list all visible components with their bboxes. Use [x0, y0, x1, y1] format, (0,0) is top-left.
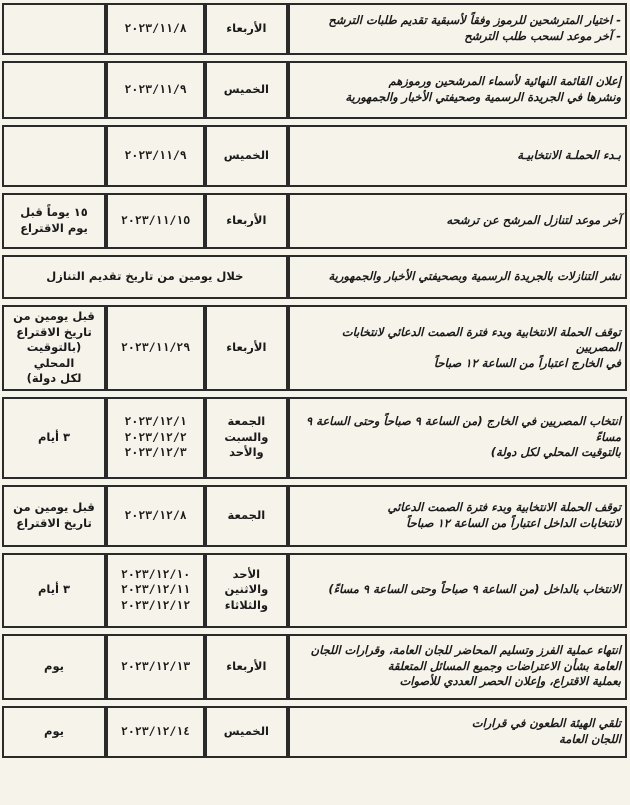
event-cell-line: - آخر موعد لسحب طلب الترشح: [464, 29, 621, 43]
day-cell: [205, 305, 288, 391]
date-cell-line: ٢٠٢٣/١٢/١٢: [120, 597, 191, 612]
date-cell: [106, 553, 205, 628]
day-cell-line: والسبت: [224, 429, 269, 444]
table-row: [2, 125, 627, 187]
date-cell-line: ٢٠٢٣/١٢/٨: [124, 507, 187, 522]
note-cell: [2, 634, 106, 700]
date-cell-line: ٢٠٢٣/١١/٢٩: [120, 340, 191, 355]
date-cell: [106, 706, 205, 758]
day-cell: [205, 553, 288, 628]
merged-period-cell: خلال يومين من تاريخ تقديم التنازل: [2, 255, 288, 299]
date-cell: [106, 193, 205, 249]
note-cell: [2, 3, 106, 55]
note-cell: [2, 485, 106, 547]
date-cell-line: ٢٠٢٣/١٢/١: [124, 414, 187, 429]
date-cell: [106, 485, 205, 547]
date-cell-line: ٢٠٢٣/١٢/١٣: [120, 658, 191, 673]
note-cell-line: تاريخ الاقتراع: [16, 324, 92, 339]
event-cell-line: توقف الحملة الانتخابية وبدء فترة الصمت الدعائي: [387, 500, 621, 515]
note-cell-line: (بالتوقيت المحلي: [26, 340, 82, 370]
date-cell: [106, 634, 205, 700]
event-cell-line: آخر موعد لتنازل المرشح عن ترشحه: [446, 213, 621, 228]
date-cell: [106, 305, 205, 391]
table-row: [2, 3, 627, 55]
day-cell: [205, 706, 288, 758]
note-cell-line: ١٥ يوماً قبل: [20, 205, 88, 220]
day-cell-line: والثلاثاء: [224, 597, 269, 612]
event-cell: [288, 125, 627, 187]
day-cell-line: الأربعاء: [226, 21, 267, 36]
event-cell-line: تلقي الهيئة الطعون في قرارات: [471, 716, 621, 731]
date-cell-line: ٢٠٢٣/١١/٩: [124, 148, 187, 163]
day-cell-line: الخميس: [223, 148, 269, 163]
day-cell-line: الجمعة: [227, 414, 266, 429]
event-cell: [288, 193, 627, 249]
event-cell: [288, 305, 627, 391]
note-cell-line: لكل دولة): [26, 371, 82, 386]
note-cell: [2, 125, 106, 187]
day-cell-line: الأحد: [232, 566, 261, 581]
note-cell-line: قبل يومين من: [13, 500, 95, 515]
table-row: [2, 193, 627, 249]
event-cell: [288, 255, 627, 299]
note-cell-line: يوم: [44, 723, 64, 738]
day-cell: [205, 397, 288, 479]
note-cell: [2, 193, 106, 249]
event-cell: [288, 553, 627, 628]
event-cell-line: - اختيار المترشحين للرموز وفقاً لأسبقية تقديم طلبات الترشح: [328, 13, 621, 28]
note-cell: [2, 61, 106, 119]
note-cell: [2, 305, 106, 391]
note-cell-line: ٣ أيام: [37, 582, 71, 597]
election-schedule-table: [2, 0, 627, 764]
table-row: [2, 706, 627, 758]
date-cell-line: ٢٠٢٣/١١/١٥: [120, 213, 191, 228]
note-cell: [2, 706, 106, 758]
note-cell: [2, 553, 106, 628]
note-cell-line: يوم الاقتراع: [20, 221, 88, 235]
table-row: [2, 255, 627, 299]
event-cell: [288, 397, 627, 479]
event-cell-line: لانتخابات الداخل اعتباراً من الساعة ١٢ صباحاً: [406, 515, 621, 530]
note-cell-line: قبل يومين من: [13, 309, 95, 323]
day-cell-line: الجمعة: [227, 507, 266, 522]
day-cell-line: الخميس: [223, 82, 269, 97]
event-cell: [288, 3, 627, 55]
day-cell: [205, 485, 288, 547]
date-cell: [106, 397, 205, 479]
date-cell: [106, 61, 205, 119]
date-cell: [106, 3, 205, 55]
event-cell-line: العامة بشأن الاعتراضات وجميع المسائل المتعلقة: [387, 658, 621, 673]
note-cell-line: تاريخ الاقتراع: [16, 515, 92, 530]
event-cell-line: بعملية الاقتراع، وإعلان الحصر العددي للأصوات: [399, 674, 621, 689]
schedule-body: [2, 3, 627, 758]
table-row: [2, 305, 627, 391]
date-cell: [106, 125, 205, 187]
event-cell-line: بالتوقيت المحلي لكل دولة): [490, 445, 621, 460]
day-cell: [205, 193, 288, 249]
table-row: [2, 485, 627, 547]
day-cell-line: الخميس: [223, 723, 269, 738]
day-cell-line: والاثنين: [224, 582, 269, 597]
event-cell-line: إعلان القائمة النهائية لأسماء المرشحين ورموزهم: [388, 74, 621, 89]
note-cell: [2, 397, 106, 479]
date-cell-line: ٢٠٢٣/١٢/٣: [124, 445, 187, 460]
note-cell-line: يوم: [44, 658, 64, 673]
date-cell-line: ٢٠٢٣/١١/٨: [124, 21, 187, 36]
event-cell-line: ونشرها في الجريدة الرسمية وصحيفتي الأخبار والجمهورية: [345, 90, 621, 104]
event-cell: [288, 634, 627, 700]
date-cell-line: ٢٠٢٣/١٢/٢: [124, 429, 187, 444]
day-cell-line: والأحد: [229, 445, 264, 460]
event-cell-line: انتهاء عملية الفرز وتسليم المحاضر للجان العامة، وقرارات اللجان: [310, 643, 621, 658]
event-cell-line: اللجان العامة: [559, 731, 621, 746]
date-cell-line: ٢٠٢٣/١٢/١٠: [120, 566, 191, 581]
day-cell: [205, 61, 288, 119]
event-cell: [288, 61, 627, 119]
day-cell: [205, 634, 288, 700]
event-cell-line: بـدء الحملـة الانتخابيـة: [517, 148, 621, 163]
table-row: [2, 553, 627, 628]
date-cell-line: ٢٠٢٣/١١/٩: [124, 82, 187, 97]
table-row: [2, 634, 627, 700]
event-cell: [288, 706, 627, 758]
event-cell-line: نشر التنازلات بالجريدة الرسمية وبصحيفتي الأخبار والجمهورية: [328, 269, 621, 284]
day-cell-line: الأربعاء: [226, 213, 267, 228]
table-row: [2, 397, 627, 479]
date-cell-line: ٢٠٢٣/١٢/١٤: [120, 723, 191, 738]
event-cell-line: انتخاب المصريين في الخارج (من الساعة ٩ صباحاً وحتى الساعة ٩ مساءً: [305, 414, 621, 444]
event-cell-line: في الخارج اعتباراً من الساعة ١٢ صباحاً: [433, 355, 621, 370]
day-cell-line: الأربعاء: [226, 658, 267, 673]
event-cell-line: توقف الحملة الانتخابية وبدء فترة الصمت الدعائي لانتخابات المصريين: [341, 324, 621, 355]
event-cell-line: الانتخاب بالداخل (من الساعة ٩ صباحاً وحتى الساعة ٩ مساءً): [328, 582, 621, 597]
day-cell-line: الأربعاء: [226, 340, 267, 355]
day-cell: [205, 125, 288, 187]
table-row: [2, 61, 627, 119]
event-cell: [288, 485, 627, 547]
date-cell-line: ٢٠٢٣/١٢/١١: [120, 582, 191, 597]
day-cell: [205, 3, 288, 55]
note-cell-line: ٣ أيام: [37, 429, 71, 444]
